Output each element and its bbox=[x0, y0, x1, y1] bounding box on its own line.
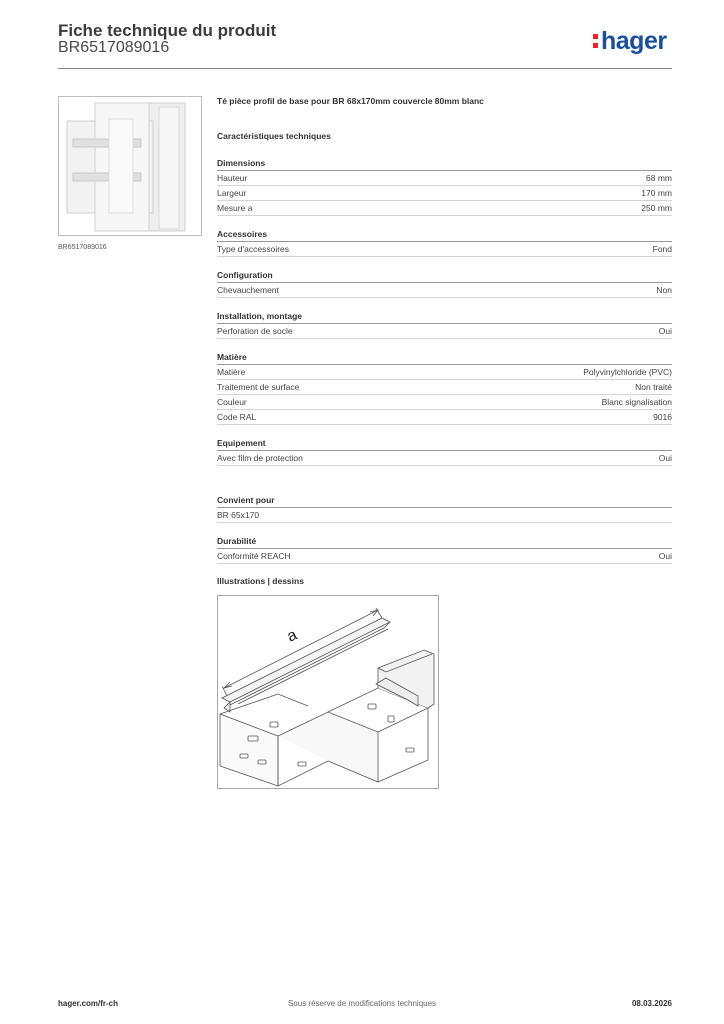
dimension-label-a: a bbox=[284, 626, 300, 646]
spec-row bbox=[217, 283, 672, 298]
spec-label: Perforation de socle bbox=[217, 326, 293, 336]
section-matiere bbox=[217, 351, 672, 425]
spec-row bbox=[217, 365, 672, 380]
section-title: Configuration bbox=[217, 269, 672, 283]
page-title: Fiche technique du produit bbox=[58, 21, 277, 40]
spec-value: Polyvinylchloride (PVC) bbox=[583, 367, 672, 377]
spec-value: Blanc signalisation bbox=[601, 397, 672, 407]
section-title: Installation, montage bbox=[217, 310, 672, 324]
section-accessoires bbox=[217, 228, 672, 257]
spec-row bbox=[217, 380, 672, 395]
spec-value: 250 mm bbox=[641, 203, 672, 213]
spec-label: Couleur bbox=[217, 397, 247, 407]
spec-value: Non traité bbox=[635, 382, 672, 392]
footer-website: hager.com/fr-ch bbox=[58, 999, 119, 1008]
product-title: Té pièce profil de base pour BR 68x170mm couvercle 80mm blanc bbox=[217, 96, 484, 106]
section-title: Convient pour bbox=[217, 494, 672, 508]
section-configuration bbox=[217, 269, 672, 298]
product-reference: BR6517089016 bbox=[58, 39, 170, 56]
product-photo bbox=[58, 96, 202, 236]
section-title: Dimensions bbox=[217, 157, 672, 171]
spec-label: BR 65x170 bbox=[217, 510, 260, 520]
section-title: Durabilité bbox=[217, 535, 672, 549]
illustrations-title: Illustrations | dessins bbox=[217, 576, 304, 586]
spec-value: 68 mm bbox=[646, 173, 672, 183]
spec-value: Non bbox=[656, 285, 672, 295]
spec-row bbox=[217, 451, 672, 466]
photo-caption: BR6517089016 bbox=[58, 244, 107, 251]
spec-row bbox=[217, 410, 672, 425]
section-title: Accessoires bbox=[217, 228, 672, 242]
section-convient-pour bbox=[217, 494, 672, 523]
spec-row bbox=[217, 395, 672, 410]
spec-label: Type d'accessoires bbox=[217, 244, 290, 254]
spec-value: Fond bbox=[652, 244, 672, 254]
spec-label: Code RAL bbox=[217, 412, 257, 422]
footer-disclaimer: Sous réserve de modifications techniques bbox=[287, 999, 437, 1008]
spec-row bbox=[217, 549, 672, 564]
section-equipement bbox=[217, 437, 672, 466]
spec-label: Largeur bbox=[217, 188, 247, 198]
technical-drawing bbox=[217, 595, 439, 789]
spec-label: Mesure a bbox=[217, 203, 253, 213]
section-title: Equipement bbox=[217, 437, 672, 451]
characteristics-title: Caractéristiques techniques bbox=[217, 131, 331, 141]
logo-dots-icon bbox=[593, 27, 598, 53]
hager-logo bbox=[593, 27, 667, 56]
section-installation bbox=[217, 310, 672, 339]
header-divider bbox=[58, 68, 672, 69]
spec-value: Oui bbox=[658, 326, 672, 336]
spec-label: Chevauchement bbox=[217, 285, 279, 295]
spec-label: Conformité REACH bbox=[217, 551, 291, 561]
section-title: Matière bbox=[217, 351, 672, 365]
spec-label: Traitement de surface bbox=[217, 382, 300, 392]
spec-row bbox=[217, 201, 672, 216]
section-dimensions bbox=[217, 157, 672, 216]
spec-row bbox=[217, 186, 672, 201]
section-durabilite bbox=[217, 535, 672, 564]
spec-value: Oui bbox=[658, 453, 672, 463]
spec-label: Hauteur bbox=[217, 173, 248, 183]
main-content bbox=[217, 96, 672, 789]
spec-row bbox=[217, 242, 672, 257]
spec-label: Matière bbox=[217, 367, 246, 377]
spec-value: 170 mm bbox=[641, 188, 672, 198]
logo-text: hager bbox=[601, 27, 667, 55]
spec-label: Avec film de protection bbox=[217, 453, 303, 463]
spec-row bbox=[217, 508, 672, 523]
spec-value: 9016 bbox=[653, 412, 672, 422]
footer-date: 08.03.2026 bbox=[631, 999, 672, 1008]
spec-row bbox=[217, 171, 672, 186]
spec-row bbox=[217, 324, 672, 339]
spec-value: Oui bbox=[658, 551, 672, 561]
